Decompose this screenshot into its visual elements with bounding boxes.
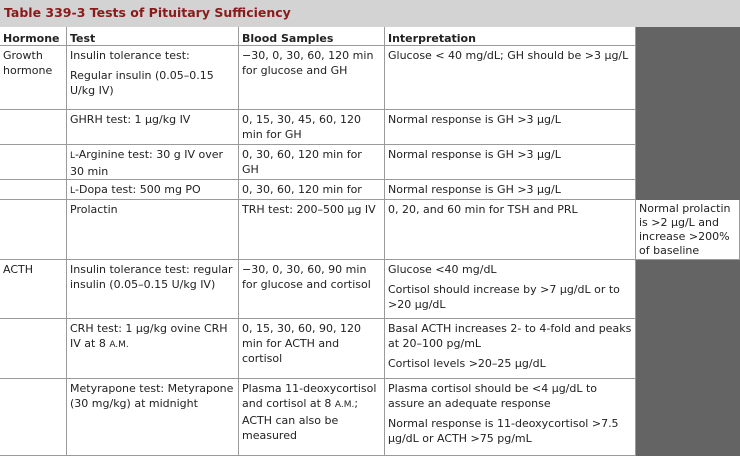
row-7-test: Metyrapone test: Metyrapone (30 mg/kg) at midnight [67,379,239,456]
row-7-hormone [0,379,67,456]
row-3-interp: Normal response is GH >3 μg/L [385,180,636,200]
row-6-interp-line-2: Cortisol levels >20–25 μg/dL [388,357,546,370]
row-5-blood: −30, 0, 30, 60, 90 min for glucose and cortisol [239,260,385,319]
row-0-test-line-2: Regular insulin (0.05–0.15 U/kg IV) [70,69,214,97]
row-4-blood: TRH test: 200–500 μg IV [239,200,385,260]
row-0-test [67,46,239,110]
row-4-interp: 0, 20, and 60 min for TSH and PRL [385,200,636,260]
row-4-test: Prolactin [67,200,239,260]
row-6-interp-line-1: Basal ACTH increases 2- to 4-fold and peaks at 20–100 pg/mL [388,322,632,350]
header-blood-samples: Blood Samples [239,27,385,46]
row-6-test-text: CRH test: 1 μg/kg ovine CRH IV at 8 [70,322,228,350]
row-5-interp [385,260,636,319]
row-0-hormone: Growth hormone [0,46,67,110]
row-7-blood [239,379,385,456]
row-2-test-text: -Arginine test: 30 g IV over 30 min [70,148,223,178]
row-6-test [67,319,239,379]
row-1-hormone [0,110,67,145]
row-1-interp: Normal response is GH >3 μg/L [385,110,636,145]
row-1-test: GHRH test: 1 μg/kg IV [67,110,239,145]
row-3-blood: 0, 30, 60, 120 min for [239,180,385,200]
row-2-hormone [0,145,67,180]
small-caps-l: L [70,186,76,196]
header-hormone: Hormone [0,27,67,46]
row-6-hormone [0,319,67,379]
row-3-test [67,180,239,200]
row-5-interp-line-2: Cortisol should increase by >7 μg/dL or to >20 μg/dL [388,283,620,311]
table-title: Table 339-3 Tests of Pituitary Sufficiency [0,0,740,27]
row-6-test-time: A.M. [109,340,129,350]
row-2-test [67,145,239,180]
row-6-blood: 0, 15, 30, 60, 90, 120 min for ACTH and cortisol [239,319,385,379]
row-7-interp [385,379,636,456]
row-7-interp-line-2: Normal response is 11-deoxycortisol >7.5 μg/dL or ACTH >75 pg/mL [388,417,619,445]
row-5-hormone: ACTH [0,260,67,319]
small-caps-l: L [70,151,76,161]
row-3-test-text: -Dopa test: 500 mg PO [75,183,201,196]
row-2-interp: Normal response is GH >3 μg/L [385,145,636,180]
row-7-blood-time: A.M. [334,400,355,410]
header-interpretation: Interpretation [385,27,636,46]
row-1-blood: 0, 15, 30, 45, 60, 120 min for GH [239,110,385,145]
row-0-test-line-1: Insulin tolerance test: [70,49,190,62]
row-6-interp [385,319,636,379]
row-4-hormone [0,200,67,260]
row-7-blood-text: Plasma 11-deoxycortisol and cortisol at 8 [242,382,377,410]
row-4-extra: Normal prolactin is >2 μg/L and increase >200% of baseline [636,200,740,260]
row-5-test: Insulin tolerance test: regular insulin (0.05–0.15 U/kg IV) [67,260,239,319]
row-2-blood: 0, 30, 60, 120 min for GH [239,145,385,180]
row-5-interp-line-1: Glucose <40 mg/dL [388,263,497,276]
row-3-hormone [0,180,67,200]
row-7-interp-line-1: Plasma cortisol should be <4 μg/dL to assure an adequate response [388,382,598,410]
row-0-blood: −30, 0, 30, 60, 120 min for glucose and GH [239,46,385,110]
row-7-blood-end: ; ACTH can also be measured [242,397,359,442]
row-0-interp: Glucose < 40 mg/dL; GH should be >3 μg/L [385,46,636,110]
header-test: Test [67,27,239,46]
